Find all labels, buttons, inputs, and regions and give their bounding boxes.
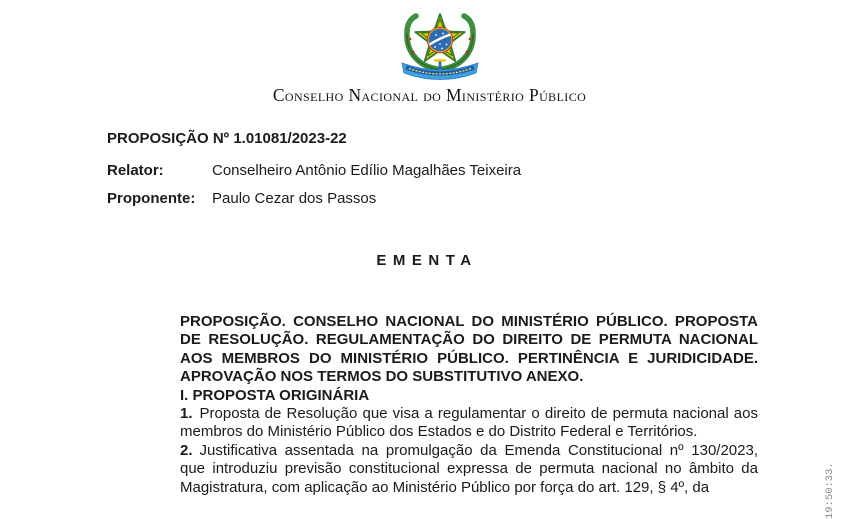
org-name: Conselho Nacional do Ministério Público [272, 85, 587, 105]
section-heading: I. PROPOSTA ORIGINÁRIA [180, 386, 370, 404]
sword-crossguard [434, 59, 446, 61]
ementa-block [180, 313, 758, 497]
ementa-text: PROPOSIÇÃO. CONSELHO NACIONAL DO MINISTÉRIO PÚBLICO. PROPOSTA DE RESOLUÇÃO. REGULAMENTAÇÃO DO DIREITO DE PERMUTA NACIONAL AOS MEMBROS DO MINISTÉRIO PÚBLICO. PERTINÊNCIA E JURIDICIDADE. APROVAÇÃO NOS TERMOS DO SUBSTITUTIVO ANEXO. [180, 313, 758, 386]
relator-row [107, 162, 521, 180]
coat-of-arms-brazil-icon [398, 7, 482, 81]
ementa-heading: EMENTA [376, 252, 478, 269]
item-text: Justificativa assentada na promulgação da Emenda Constitucional nº 130/2023, que introduziu previsão constitucional expressa de permuta nacional no âmbito da Magistratura, com aplicação ao Ministério Público por força do art. 129, § 4º, da [180, 441, 758, 496]
proponente-row [107, 190, 376, 208]
signature-timestamp-stamp: 19:50:33. [824, 462, 836, 519]
paragraph-item-1 [180, 405, 758, 442]
paragraph-item-2 [180, 442, 758, 497]
item-text: Proposta de Resolução que visa a regulamentar o direito de permuta nacional aos membros do Ministério Público dos Estados e do Distrito Federal e Territórios. [180, 405, 758, 441]
proponente-value: Paulo Cezar dos Passos [212, 190, 377, 207]
proponente-label: Proponente: [107, 190, 196, 207]
item-number: 1. [180, 405, 193, 423]
item-number: 2. [180, 441, 193, 459]
sword-grip [439, 61, 442, 68]
relator-label: Relator: [107, 162, 164, 179]
document-title: PROPOSIÇÃO Nº 1.01081/2023-22 [107, 130, 347, 147]
relator-value: Conselheiro Antônio Edílio Magalhães Teixeira [212, 162, 522, 179]
